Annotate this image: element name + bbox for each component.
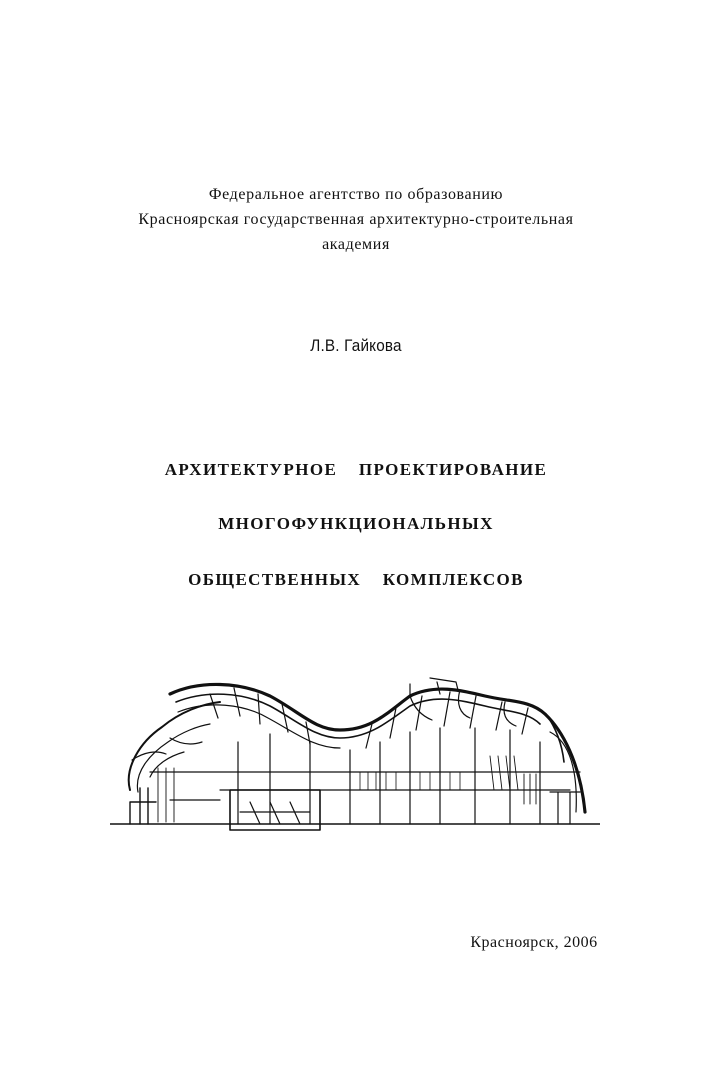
author-name: Л.В. Гайкова [310,336,402,355]
building-section-drawing [110,672,600,852]
title-line2: МНОГОФУНКЦИОНАЛЬНЫХ [218,514,494,533]
title-line3: ОБЩЕСТВЕННЫХ КОМПЛЕКСОВ [188,570,524,589]
academy-name-line1: Красноярская государственная архитектурно-строительная [138,211,574,228]
academy-name-line2: академия [322,236,390,253]
agency-name: Федеральное агентство по образованию [208,186,504,203]
title-line1: АРХИТЕКТУРНОЕ ПРОЕКТИРОВАНИЕ [164,460,548,479]
place-and-year: Красноярск, 2006 [470,934,598,951]
